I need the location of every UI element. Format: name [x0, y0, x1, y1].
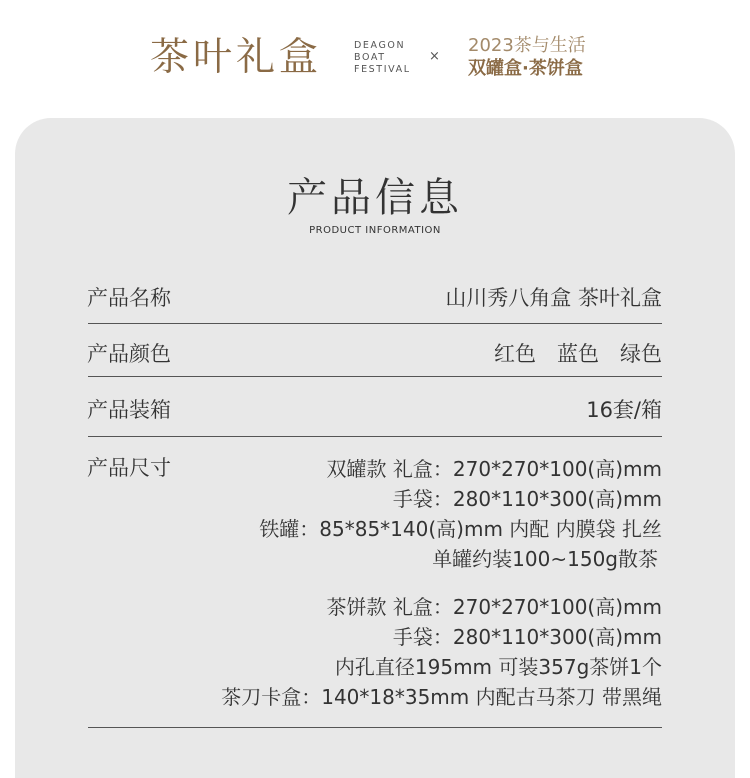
brand-english	[354, 40, 411, 76]
row-value-color: 红色 蓝色 绿色	[494, 342, 662, 366]
row-label-packing: 产品装箱	[87, 398, 171, 422]
brand-english-line-3: FESTIVAL	[354, 64, 411, 75]
brand-sub-line: 双罐盒·茶饼盒	[468, 58, 583, 79]
row-value-packing: 16套/箱	[586, 398, 662, 422]
size-group-tea-cake	[221, 592, 662, 712]
divider	[88, 376, 662, 377]
divider	[88, 727, 662, 728]
brand-english-line-2: BOAT	[354, 52, 386, 63]
size-line: 双罐款 礼盒：270*270*100(高)mm	[326, 457, 662, 481]
row-value-name: 山川秀八角盒 茶叶礼盒	[445, 286, 662, 310]
divider	[88, 323, 662, 324]
size-group-double-can	[259, 454, 662, 574]
divider	[88, 436, 662, 437]
size-line: 铁罐：85*85*140(高)mm 内配 内膜袋 扎丝	[259, 517, 662, 541]
row-label-size: 产品尺寸	[87, 456, 171, 480]
row-label-color: 产品颜色	[87, 342, 171, 366]
size-line: 手袋：280*110*300(高)mm	[392, 487, 662, 511]
brand-year-line: 2023茶与生活	[468, 35, 586, 56]
section-subtitle: PRODUCT INFORMATION	[309, 225, 441, 236]
size-line: 茶刀卡盒：140*18*35mm 内配古马茶刀 带黑绳	[221, 685, 662, 709]
size-line: 内孔直径195mm 可装357g茶饼1个	[334, 655, 662, 679]
size-line: 手袋：280*110*300(高)mm	[392, 625, 662, 649]
section-title: 产品信息	[287, 175, 463, 221]
brand-english-line-1: DEAGON	[354, 40, 406, 51]
size-line: 茶饼款 礼盒：270*270*100(高)mm	[326, 595, 662, 619]
brand-title: 茶叶礼盒	[150, 35, 323, 80]
header-banner	[0, 0, 750, 118]
brand-cross: ×	[429, 49, 440, 64]
size-line: 单罐约装100~150g散茶	[432, 547, 658, 571]
row-label-name: 产品名称	[87, 286, 171, 310]
